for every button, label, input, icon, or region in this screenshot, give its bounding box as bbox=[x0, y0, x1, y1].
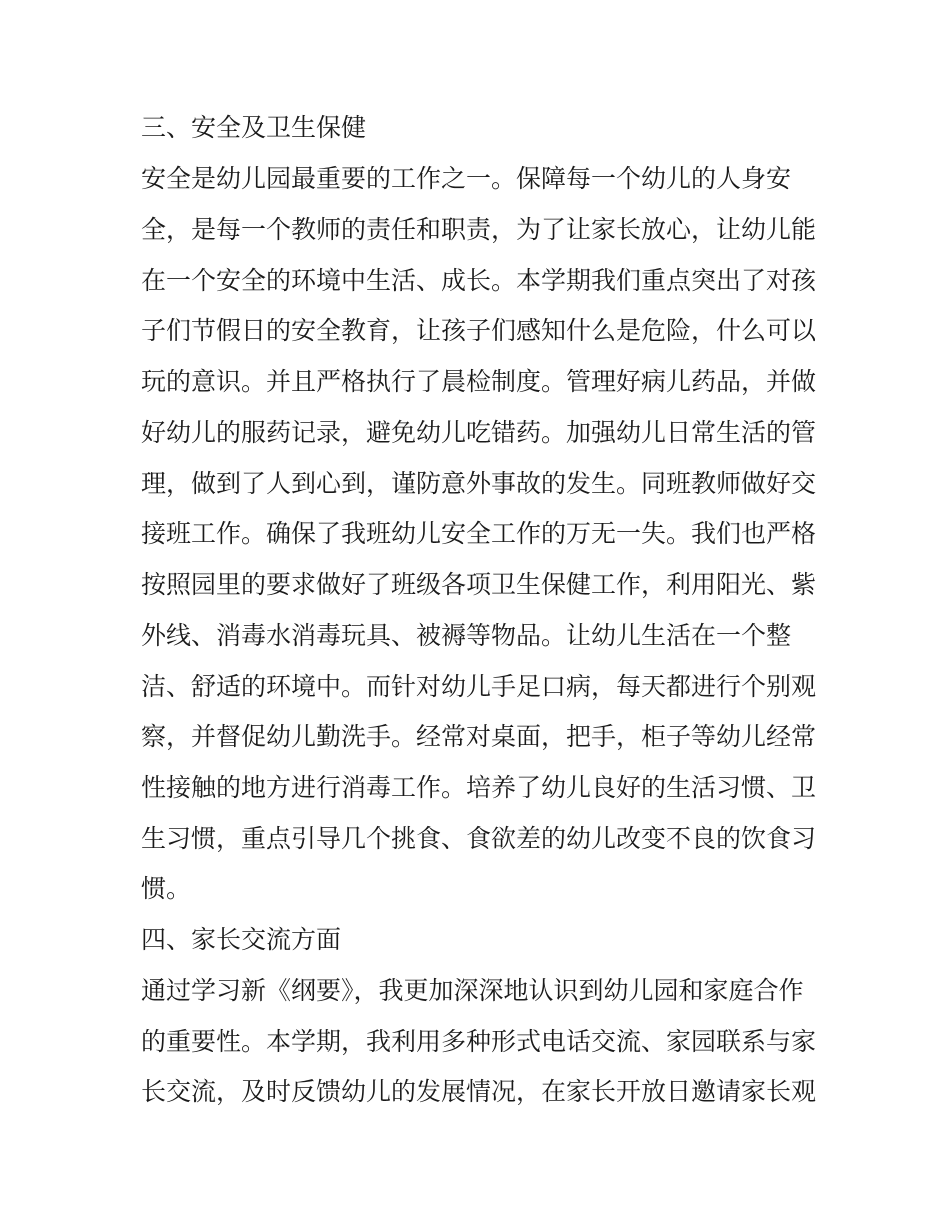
section-3-line-12: 察，并督促幼儿勤洗手。经常对桌面，把手，柜子等幼儿经常 bbox=[141, 722, 817, 751]
section-4-line-3: 长交流，及时反馈幼儿的发展情况，在家长开放日邀请家长观 bbox=[141, 1077, 817, 1106]
section-3-heading: 三、安全及卫生保健 bbox=[141, 113, 367, 142]
section-3-line-13: 性接触的地方进行消毒工作。培养了幼儿良好的生活习惯、卫 bbox=[141, 773, 817, 802]
section-3-line-4: 子们节假日的安全教育，让孩子们感知什么是危险，什么可以 bbox=[141, 316, 817, 345]
section-3-line-3: 在一个安全的环境中生活、成长。本学期我们重点突出了对孩 bbox=[141, 266, 817, 295]
section-4-heading: 四、家长交流方面 bbox=[141, 925, 342, 954]
section-3-line-1: 安全是幼儿园最重要的工作之一。保障每一个幼儿的人身安 bbox=[141, 164, 792, 193]
section-4-line-2: 的重要性。本学期，我利用多种形式电话交流、家园联系与家 bbox=[141, 1027, 817, 1056]
section-3-line-5: 玩的意识。并且严格执行了晨检制度。管理好病儿药品，并做 bbox=[141, 367, 817, 396]
section-3-line-8: 接班工作。确保了我班幼儿安全工作的万无一失。我们也严格 bbox=[141, 519, 817, 548]
section-3-line-6: 好幼儿的服药记录，避免幼儿吃错药。加强幼儿日常生活的管 bbox=[141, 418, 817, 447]
section-3-line-2: 全，是每一个教师的责任和职责，为了让家长放心，让幼儿能 bbox=[141, 215, 817, 244]
section-4-line-1: 通过学习新《纲要》，我更加深深地认识到幼儿园和家庭合作 bbox=[141, 976, 804, 1005]
section-3-line-10: 外线、消毒水消毒玩具、被褥等物品。让幼儿生活在一个整 bbox=[141, 621, 792, 650]
section-3-line-14: 生习惯，重点引导几个挑食、食欲差的幼儿改变不良的饮食习 bbox=[141, 824, 817, 853]
section-3-line-15: 惯。 bbox=[141, 874, 192, 903]
section-3-line-11: 洁、舒适的环境中。而针对幼儿手足口病，每天都进行个别观 bbox=[141, 672, 817, 701]
section-3-line-7: 理，做到了人到心到，谨防意外事故的发生。同班教师做好交 bbox=[141, 469, 817, 498]
section-3-line-9: 按照园里的要求做好了班级各项卫生保健工作，利用阳光、紫 bbox=[141, 570, 817, 599]
